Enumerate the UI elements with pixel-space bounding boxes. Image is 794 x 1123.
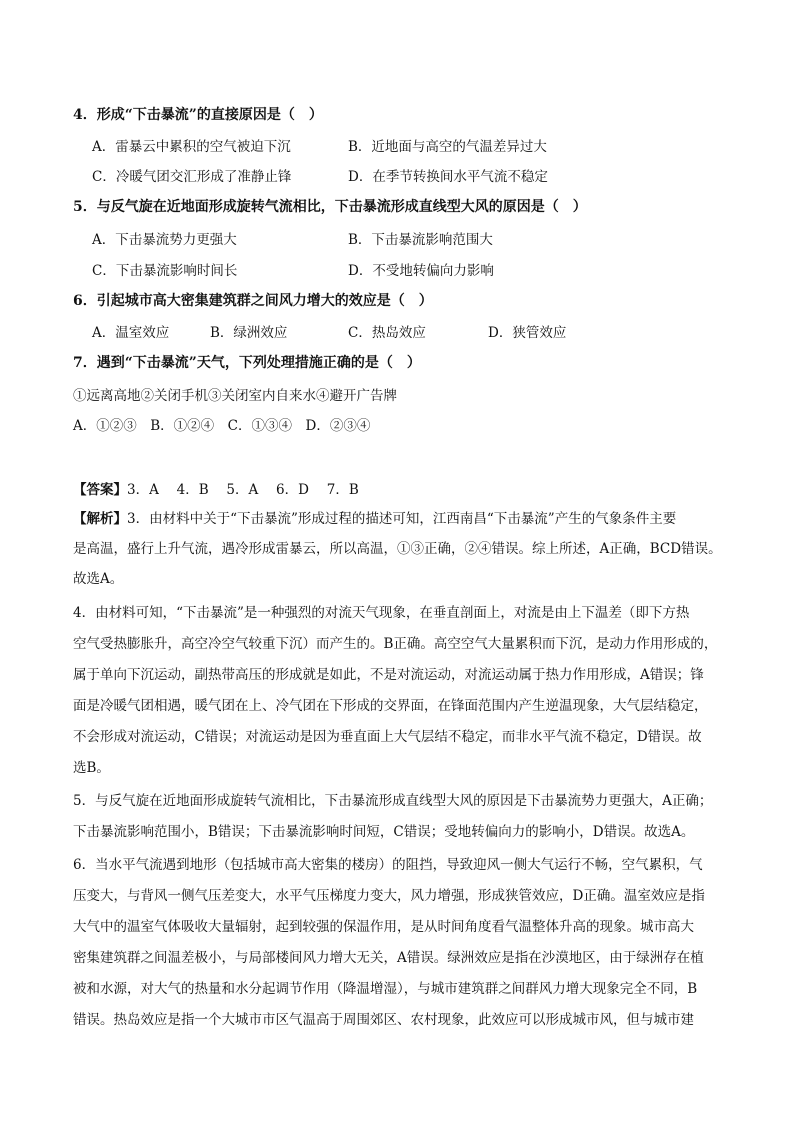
question-6-option-a: A．温室效应 [92, 325, 170, 341]
question-4-option-a: A．雷暴云中累积的空气被迫下沉 [92, 139, 291, 155]
analysis-line: 面是冷暖气团相遇，暖气团在上、冷气团在下形成的交界面，在锋面范围内产生逆温现象，大气层结稳定， [73, 698, 708, 714]
question-7-stem: 7．遇到“下击暴流”天气，下列处理措施正确的是（ ） [73, 355, 421, 371]
analysis-line: 错误。热岛效应是指一个大城市市区气温高于周围郊区、农村现象，此效应可以形成城市风，但与城市建 [73, 1012, 694, 1028]
answer-line [73, 478, 359, 498]
analysis-line: 空气受热膨胀升，高空冷空气较重下沉）而产生的。B正确。高空空气大量累积而下沉，是动力作用形成的， [73, 636, 718, 652]
question-5-stem: 5．与反气旋在近地面形成旋转气流相比，下击暴流形成直线型大风的原因是（ ） [73, 199, 587, 215]
question-4-option-d: D．在季节转换间水平气流不稳定 [348, 169, 548, 185]
question-7-options: A．①②③ B．①②④ C．①③④ D．②③④ [73, 418, 371, 434]
question-5-option-b: B．下击暴流影响范围大 [348, 232, 493, 248]
question-4-option-c: C．冷暖气团交汇形成了准静止锋 [92, 169, 292, 185]
analysis-line: 是高温，盛行上升气流，遇冷形成雷暴云，所以高温，①③正确，②④错误。综上所述，A正确，BCD错误。 [73, 541, 722, 557]
analysis-line: 下击暴流影响范围小，B错误；下击暴流影响时间短，C错误；受地转偏向力的影响小，D错误。故选A。 [73, 824, 695, 840]
question-6-stem: 6．引起城市高大密集建筑群之间风力增大的效应是（ ） [73, 293, 433, 309]
analysis-line-1 [73, 507, 676, 527]
analysis-text-0: 3．由材料中关于“下击暴流”形成过程的描述可知，江西南昌“下击暴流”产生的气象条件主要 [127, 511, 677, 527]
analysis-line: 压变大，与背风一侧气压差变大，水平气压梯度力变大，风力增强，形成狭管效应，D正确。温室效应是指 [73, 888, 705, 904]
analysis-key: 【解析】 [73, 511, 127, 527]
analysis-line: 密集建筑群之间温差极小，与局部楼间风力增大无关，A错误。绿洲效应是指在沙漠地区，由于绿洲存在植 [73, 950, 704, 966]
analysis-line: 6．当水平气流遇到地形（包括城市高大密集的楼房）的阻挡，导致迎风一侧大气运行不畅，空气累积，气 [73, 857, 703, 873]
answer-text: 3．A 4．B 5．A 6．D 7．B [127, 482, 359, 498]
question-6-option-b: B．绿洲效应 [210, 325, 288, 341]
question-5-option-a: A．下击暴流势力更强大 [92, 232, 237, 248]
analysis-line: 5．与反气旋在近地面形成旋转气流相比，下击暴流形成直线型大风的原因是下击暴流势力更强大，A正确； [73, 793, 713, 809]
analysis-line: 选B。 [73, 760, 110, 776]
answer-key: 【答案】 [73, 482, 127, 498]
question-6-option-c: C．热岛效应 [348, 325, 426, 341]
question-6-option-d: D．狭管效应 [488, 325, 567, 341]
question-5-option-d: D．不受地转偏向力影响 [348, 263, 494, 279]
analysis-line: 被和水源，对大气的热量和水分起调节作用（降温增湿），与城市建筑群之间群风力增大现象完全不同，B [73, 981, 698, 997]
analysis-line: 大气中的温室气体吸收大量辐射，起到较强的保温作用，是从时间角度看气温整体升高的现象。城市高大 [73, 919, 694, 935]
question-7-note: ①远离高地②关闭手机③关闭室内自来水④避开广告牌 [73, 388, 397, 404]
analysis-line: 不会形成对流运动，C错误；对流运动是因为垂直面上大气层结不稳定，而非水平气流不稳定，D错误。故 [73, 729, 702, 745]
analysis-line: 属于单向下沉运动，副热带高压的形成就是如此，不是对流运动，对流运动属于热力作用形成，A错误；锋 [73, 667, 704, 683]
question-5-option-c: C．下击暴流影响时间长 [92, 263, 238, 279]
question-4-option-b: B．近地面与高空的气温差异过大 [348, 139, 547, 155]
analysis-line: 故选A。 [73, 571, 124, 587]
analysis-line: 4．由材料可知，“下击暴流”是一种强烈的对流天气现象，在垂直剖面上，对流是由上下温差（即下方热 [73, 605, 690, 621]
question-4-stem: 4．形成“下击暴流”的直接原因是（ ） [73, 107, 323, 123]
